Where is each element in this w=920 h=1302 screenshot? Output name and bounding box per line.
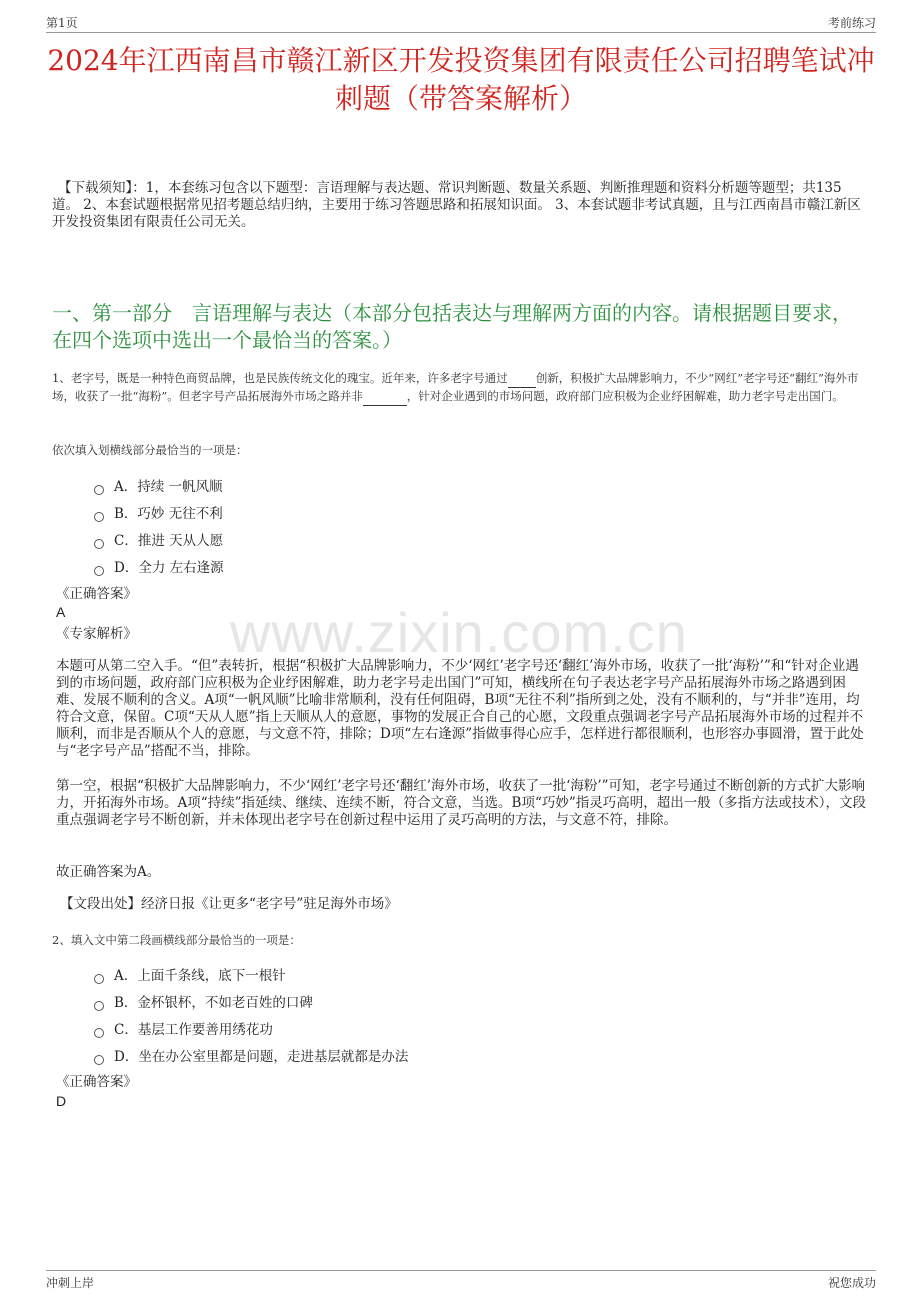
answer-value: D xyxy=(56,1093,67,1109)
download-notice: 【下载须知】：1，本套练习包含以下题型：言语理解与表达题、常识判断题、数量关系题、判断推理题和资料分析题等题型；共135道。 2、本套试题根据常见招考题总结归纳，主要用于练习答题思路和拓展知识面。 3、本套试题非考试真题，且与江西南昌市赣江新区开发投资集团有限责任公司无关。 xyxy=(52,180,861,230)
analysis-conclusion: 故正确答案为A。 xyxy=(56,864,161,880)
option-d[interactable]: D．坐在办公室里都是问题，走进基层就都是办法 xyxy=(94,1043,408,1070)
page-header xyxy=(46,10,876,33)
page-title: 2024年江西南昌市赣江新区开发投资集团有限责任公司招聘笔试冲刺题（带答案解析） xyxy=(47,44,875,115)
option-d[interactable]: D．全力 左右逢源 xyxy=(94,554,224,581)
blank-2 xyxy=(363,388,407,406)
answer-value: A xyxy=(56,604,66,620)
option-c[interactable]: C．基层工作要善用绣花功 xyxy=(94,1016,408,1043)
radio-icon[interactable] xyxy=(94,1001,104,1011)
question-2-stem: 2、填入文中第二段画横线部分最恰当的一项是： xyxy=(52,933,301,947)
footer-left: 冲刺上岸 xyxy=(46,1276,95,1290)
radio-icon[interactable] xyxy=(94,539,104,549)
analysis-paragraph-1: 本题可从第二空入手。“但”表转折，根据“积极扩大品牌影响力，不少‘网红’老字号还‘翻红’海外市场，收获了一批‘海粉’”和“针对企业遇到的市场问题，政府部门应积极为企业纾困解难，助力老字号走出国门”可知，横线所在句子表达老字号产品拓展海外市场之路遇到困难、发展不顺利的含义。A项“一帆风顺”比喻非常顺利，没有任何阻碍，B项“无往不利”指所到之处，没有不顺利的，与“并非”连用，均符合文意，保留。C项“天从人愿”指上天顺从人的意愿，事物的发展正合自己的心愿，文段重点强调老字号产品拓展海外市场的过程并不顺利，而非是否顺从个人的意愿，与文意不符，排除；D项“左右逢源”指做事得心应手，怎样进行都很顺利，也形容办事圆滑，置于此处与“老字号产品”搭配不当，排除。 xyxy=(56,658,864,759)
analysis-paragraph-2: 第一空，根据“积极扩大品牌影响力，不少‘网红’老字号还‘翻红’海外市场，收获了一批‘海粉’”可知，老字号通过不断创新的方式扩大影响力，开拓海外市场。A项“持续”指延续、继续、连续不断，符合文意，当选。B项“巧妙”指灵巧高明，超出一般（多指方法或技术），文段重点强调老字号不断创新，并未体现出老字号在创新过程中运用了灵巧高明的方法，与文意不符，排除。 xyxy=(56,778,867,828)
footer-right: 祝您成功 xyxy=(827,1276,876,1290)
answer-label: 《正确答案》 xyxy=(56,1074,137,1090)
question-1-stem: 1、老字号，既是一种特色商贸品牌，也是民族传统文化的瑰宝。近年来，许多老字号通过 创新，积极扩大品牌影响力，不少“网红”老字号还“翻红”海外市场，收获了一批“海粉”。但老字号产品拓展海外市场之路并非 ，针对企业遇到的市场问题，政府部门应积极为企业纾困解难，助力老字号走出国门。 xyxy=(52,370,868,406)
radio-icon[interactable] xyxy=(94,1028,104,1038)
source-citation: 【文段出处】经济日报《让更多“老字号”驻足海外市场》 xyxy=(60,896,398,912)
option-a[interactable]: A．持续 一帆风顺 xyxy=(94,473,224,500)
question-2-options xyxy=(94,962,408,1070)
radio-icon[interactable] xyxy=(94,485,104,495)
radio-icon[interactable] xyxy=(94,974,104,984)
option-b[interactable]: B．金杯银杯，不如老百姓的口碑 xyxy=(94,989,408,1016)
radio-icon[interactable] xyxy=(94,512,104,522)
page-number: 第1页 xyxy=(46,16,78,30)
option-b[interactable]: B．巧妙 无往不利 xyxy=(94,500,224,527)
section-heading: 一、第一部分 言语理解与表达（本部分包括表达与理解两方面的内容。请根据题目要求，在四个选项中选出一个最恰当的答案。） xyxy=(52,301,852,352)
watermark: www.zixin.com.cn xyxy=(230,601,688,664)
answer-label: 《正确答案》 xyxy=(56,586,137,602)
radio-icon[interactable] xyxy=(94,1055,104,1065)
page-footer xyxy=(46,1270,876,1291)
analysis-label: 《专家解析》 xyxy=(56,626,137,642)
question-1-options xyxy=(94,473,224,581)
option-c[interactable]: C．推进 天从人愿 xyxy=(94,527,224,554)
question-1-prompt: 依次填入划横线部分最恰当的一项是： xyxy=(52,443,248,457)
header-tag: 考前练习 xyxy=(827,16,876,30)
radio-icon[interactable] xyxy=(94,566,104,576)
blank-1 xyxy=(508,370,536,388)
option-a[interactable]: A．上面千条线，底下一根针 xyxy=(94,962,408,989)
